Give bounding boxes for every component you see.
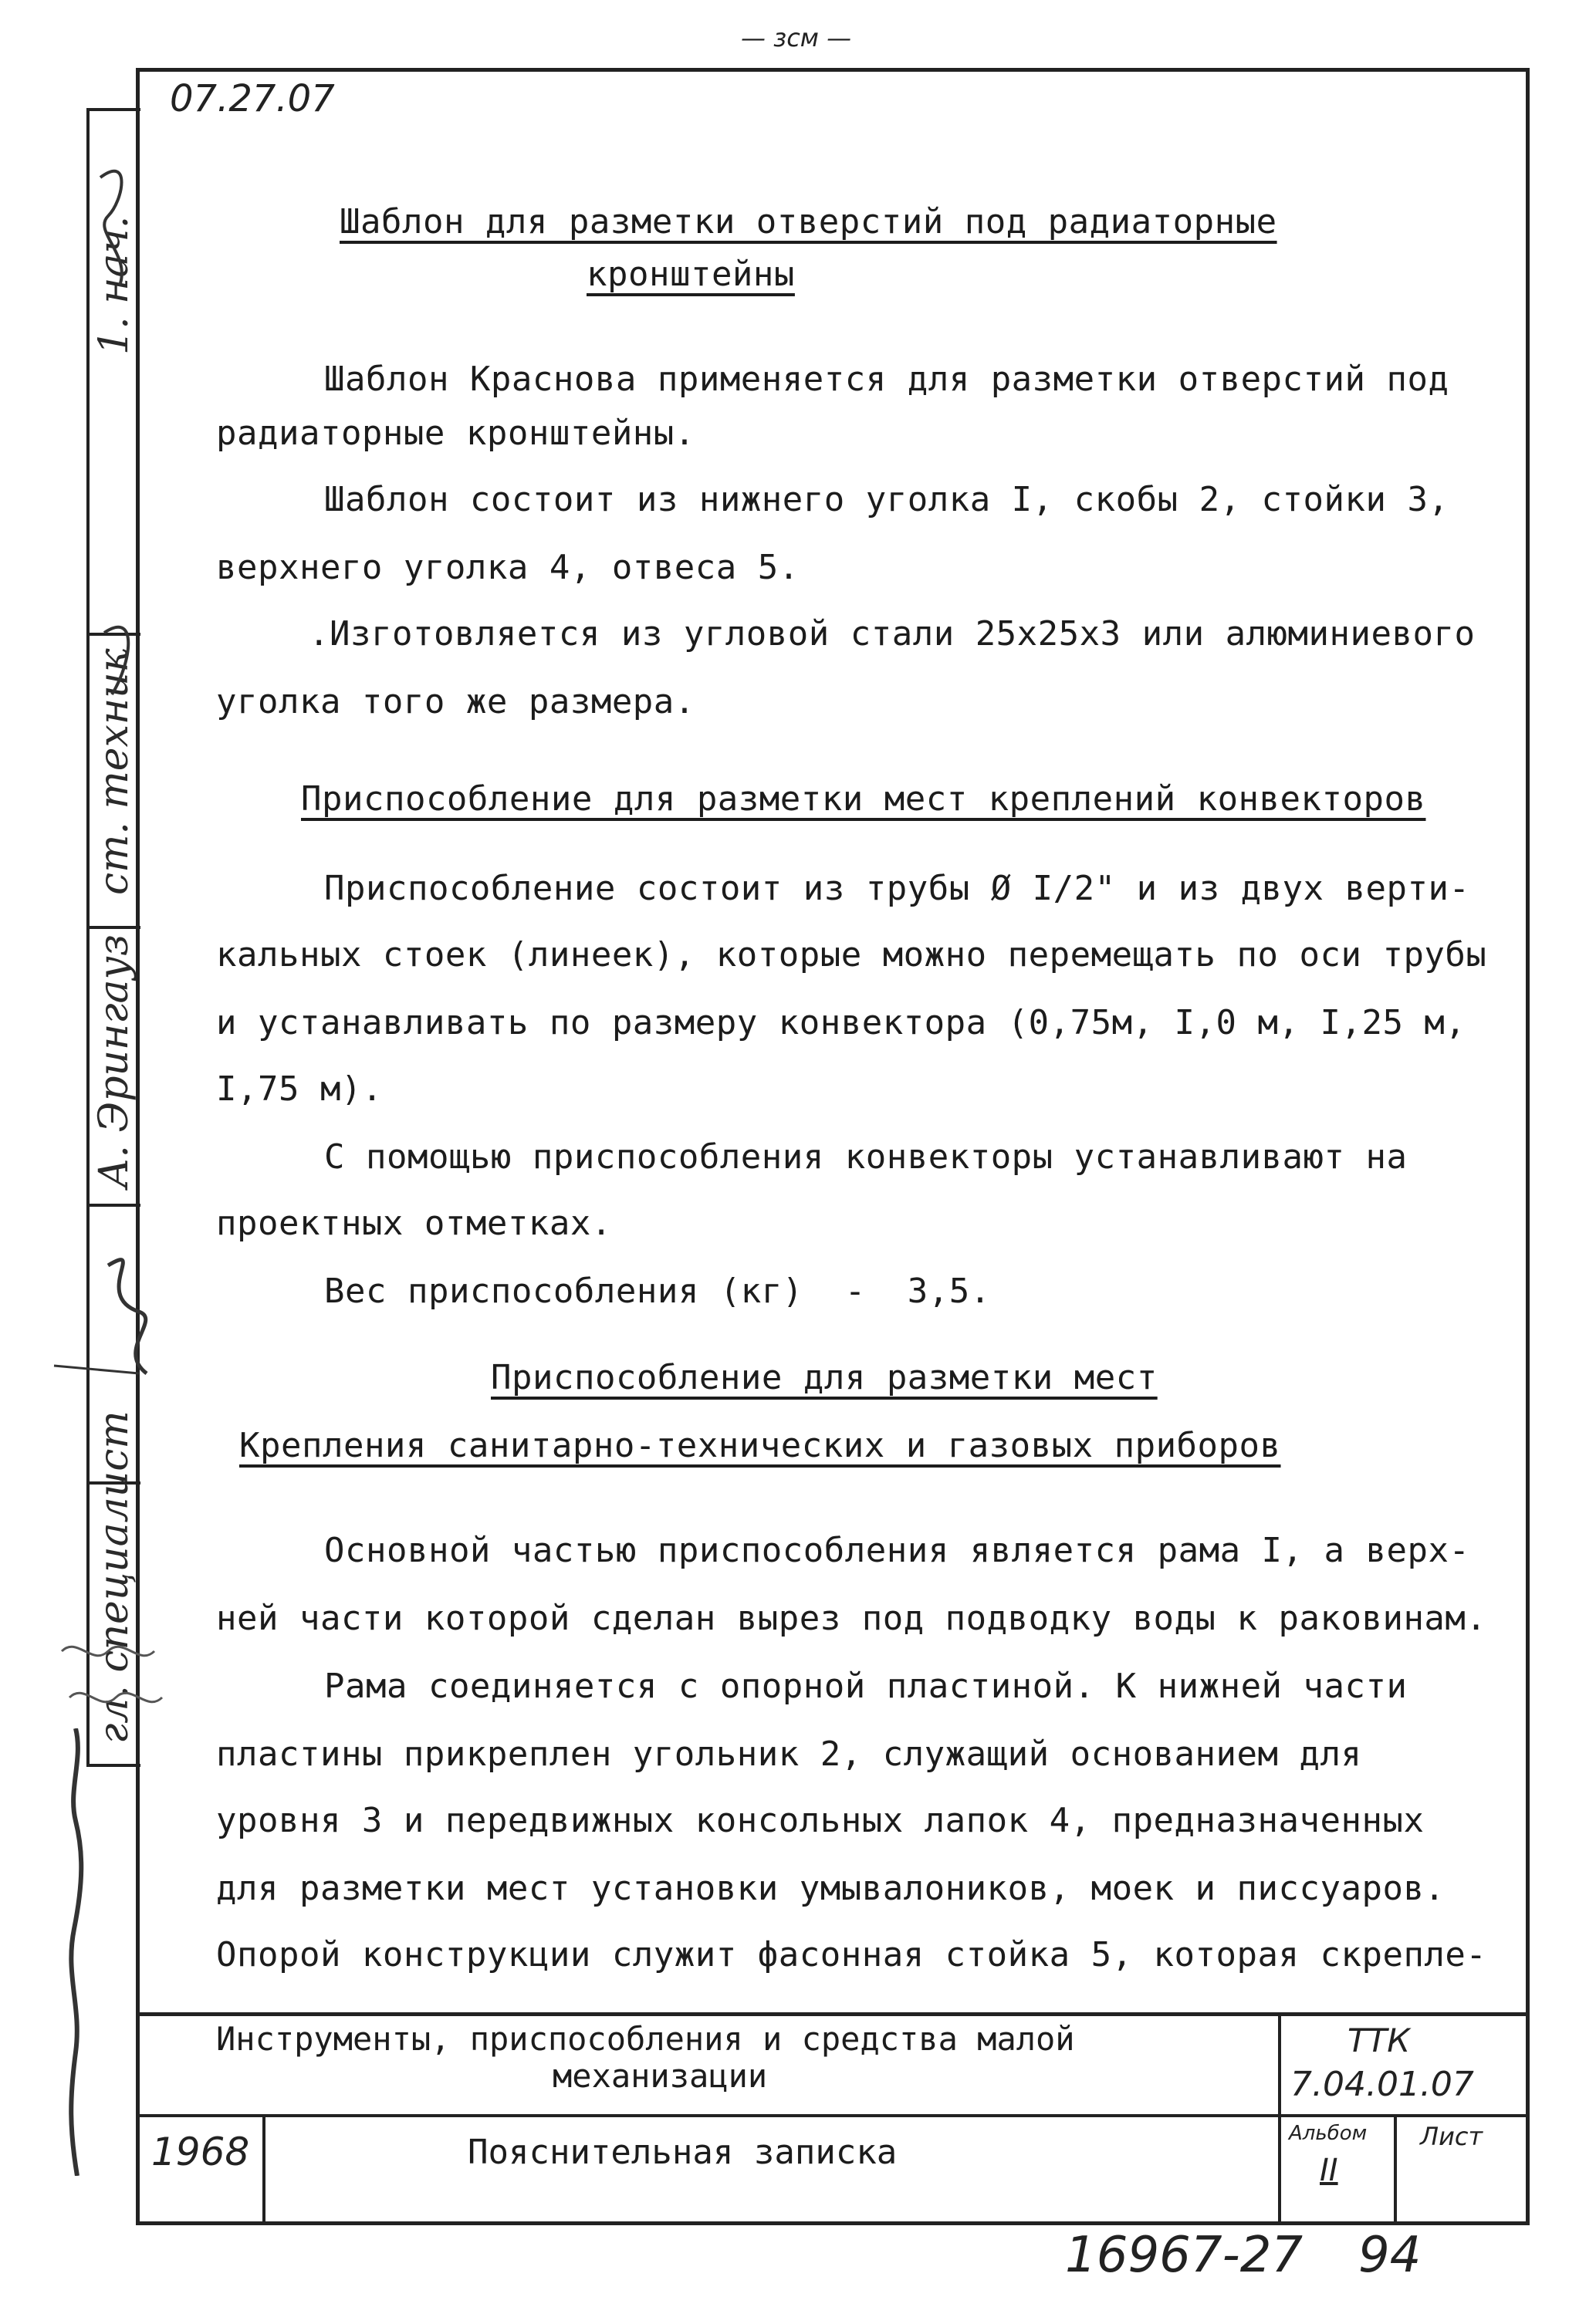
paragraph-line: ней части которой сделан вырез под подводку воды к раковинам. <box>216 1599 1487 1638</box>
section-1-heading-line-1: Шаблон для разметки отверстий под радиаторные <box>340 202 1277 242</box>
title-block-divider <box>1394 2114 1397 2225</box>
archive-number: 16967-27 <box>1065 2227 1304 2284</box>
strip-cell-1: 1. нач. <box>91 215 137 355</box>
paragraph-line: Шаблон Краснова применяется для разметки отверстий под <box>324 360 1449 399</box>
top-mark: — зсм — <box>741 23 852 52</box>
sheet-label: Лист <box>1420 2122 1483 2151</box>
album-value: II <box>1320 2153 1338 2188</box>
section-3-heading-line-1: Приспособление для разметки мест <box>491 1358 1158 1397</box>
album-label: Альбом <box>1289 2122 1368 2145</box>
document-code: 07.27.07 <box>170 77 335 120</box>
doc-code: 7.04.01.07 <box>1290 2065 1474 2104</box>
paragraph-line: I,75 м). <box>216 1069 383 1109</box>
paragraph-line: уровня 3 и передвижных консольных лапок 4, предназначенных <box>216 1801 1425 1840</box>
paragraph-line: Рама соединяется с опорной пластиной. К нижней части <box>324 1667 1408 1706</box>
section-3-heading-line-2: Крепления санитарно-технических и газовых приборов <box>239 1426 1281 1465</box>
paragraph-line: Приспособление состоит из трубы Ø I/2" и из двух верти- <box>324 869 1470 908</box>
title-block-divider <box>1278 2012 1281 2225</box>
page-number: 94 <box>1358 2227 1422 2284</box>
strip-cell-4: гл. специалист <box>91 1410 137 1744</box>
strip-cell-3: А. Эрингауз <box>91 934 137 1188</box>
paragraph-line: верхнего уголка 4, отвеса 5. <box>216 548 800 587</box>
paragraph-line: .Изготовляется из угловой стали 25х25х3 или алюминиевого <box>309 614 1476 654</box>
paragraph-line: Шаблон состоит из нижнего уголка I, скобы 2, стойки 3, <box>324 480 1449 519</box>
block-title-line-1: Инструменты, приспособления и средства малой <box>216 2020 1075 2058</box>
block-title-line-2: механизации <box>553 2057 768 2095</box>
doc-type: ТТК <box>1347 2022 1411 2059</box>
title-block-divider <box>136 2114 1530 2117</box>
paragraph-line: и устанавливать по размеру конвектора (0,75м, I,0 м, I,25 м, <box>216 1003 1466 1042</box>
section-2-heading: Приспособление для разметки мест креплений конвекторов <box>301 779 1426 819</box>
section-1-heading-line-2: кронштейны <box>587 255 795 294</box>
binding-scribble <box>60 1728 91 2176</box>
paragraph-line: С помощью приспособления конвекторы устанавливают на <box>324 1137 1408 1177</box>
paragraph-line: кальных стоек (линеек), которые можно перемещать по оси трубы <box>216 935 1487 975</box>
paragraph-line: Опорой конструкции служит фасонная стойка 5, которая скрепле- <box>216 1935 1487 1974</box>
paragraph-line: пластины прикреплен угольник 2, служащий основанием для <box>216 1735 1362 1774</box>
signature-marks <box>46 108 185 1790</box>
paragraph-line: Основной частью приспособления является рама I, а верх- <box>324 1531 1470 1570</box>
paragraph-line: проектных отметках. <box>216 1204 612 1243</box>
year: 1968 <box>151 2130 250 2174</box>
paragraph-line: Вес приспособления (кг) - 3,5. <box>324 1272 991 1311</box>
paragraph-line: радиаторные кронштейны. <box>216 414 695 453</box>
block-subtitle: Пояснительная записка <box>468 2133 898 2172</box>
strip-cell-2: ст. техник <box>91 648 137 895</box>
paragraph-line: для разметки мест установки умывалоников, моек и писсуаров. <box>216 1869 1446 1908</box>
title-block-divider <box>262 2114 265 2225</box>
paragraph-line: уголка того же размера. <box>216 682 695 721</box>
